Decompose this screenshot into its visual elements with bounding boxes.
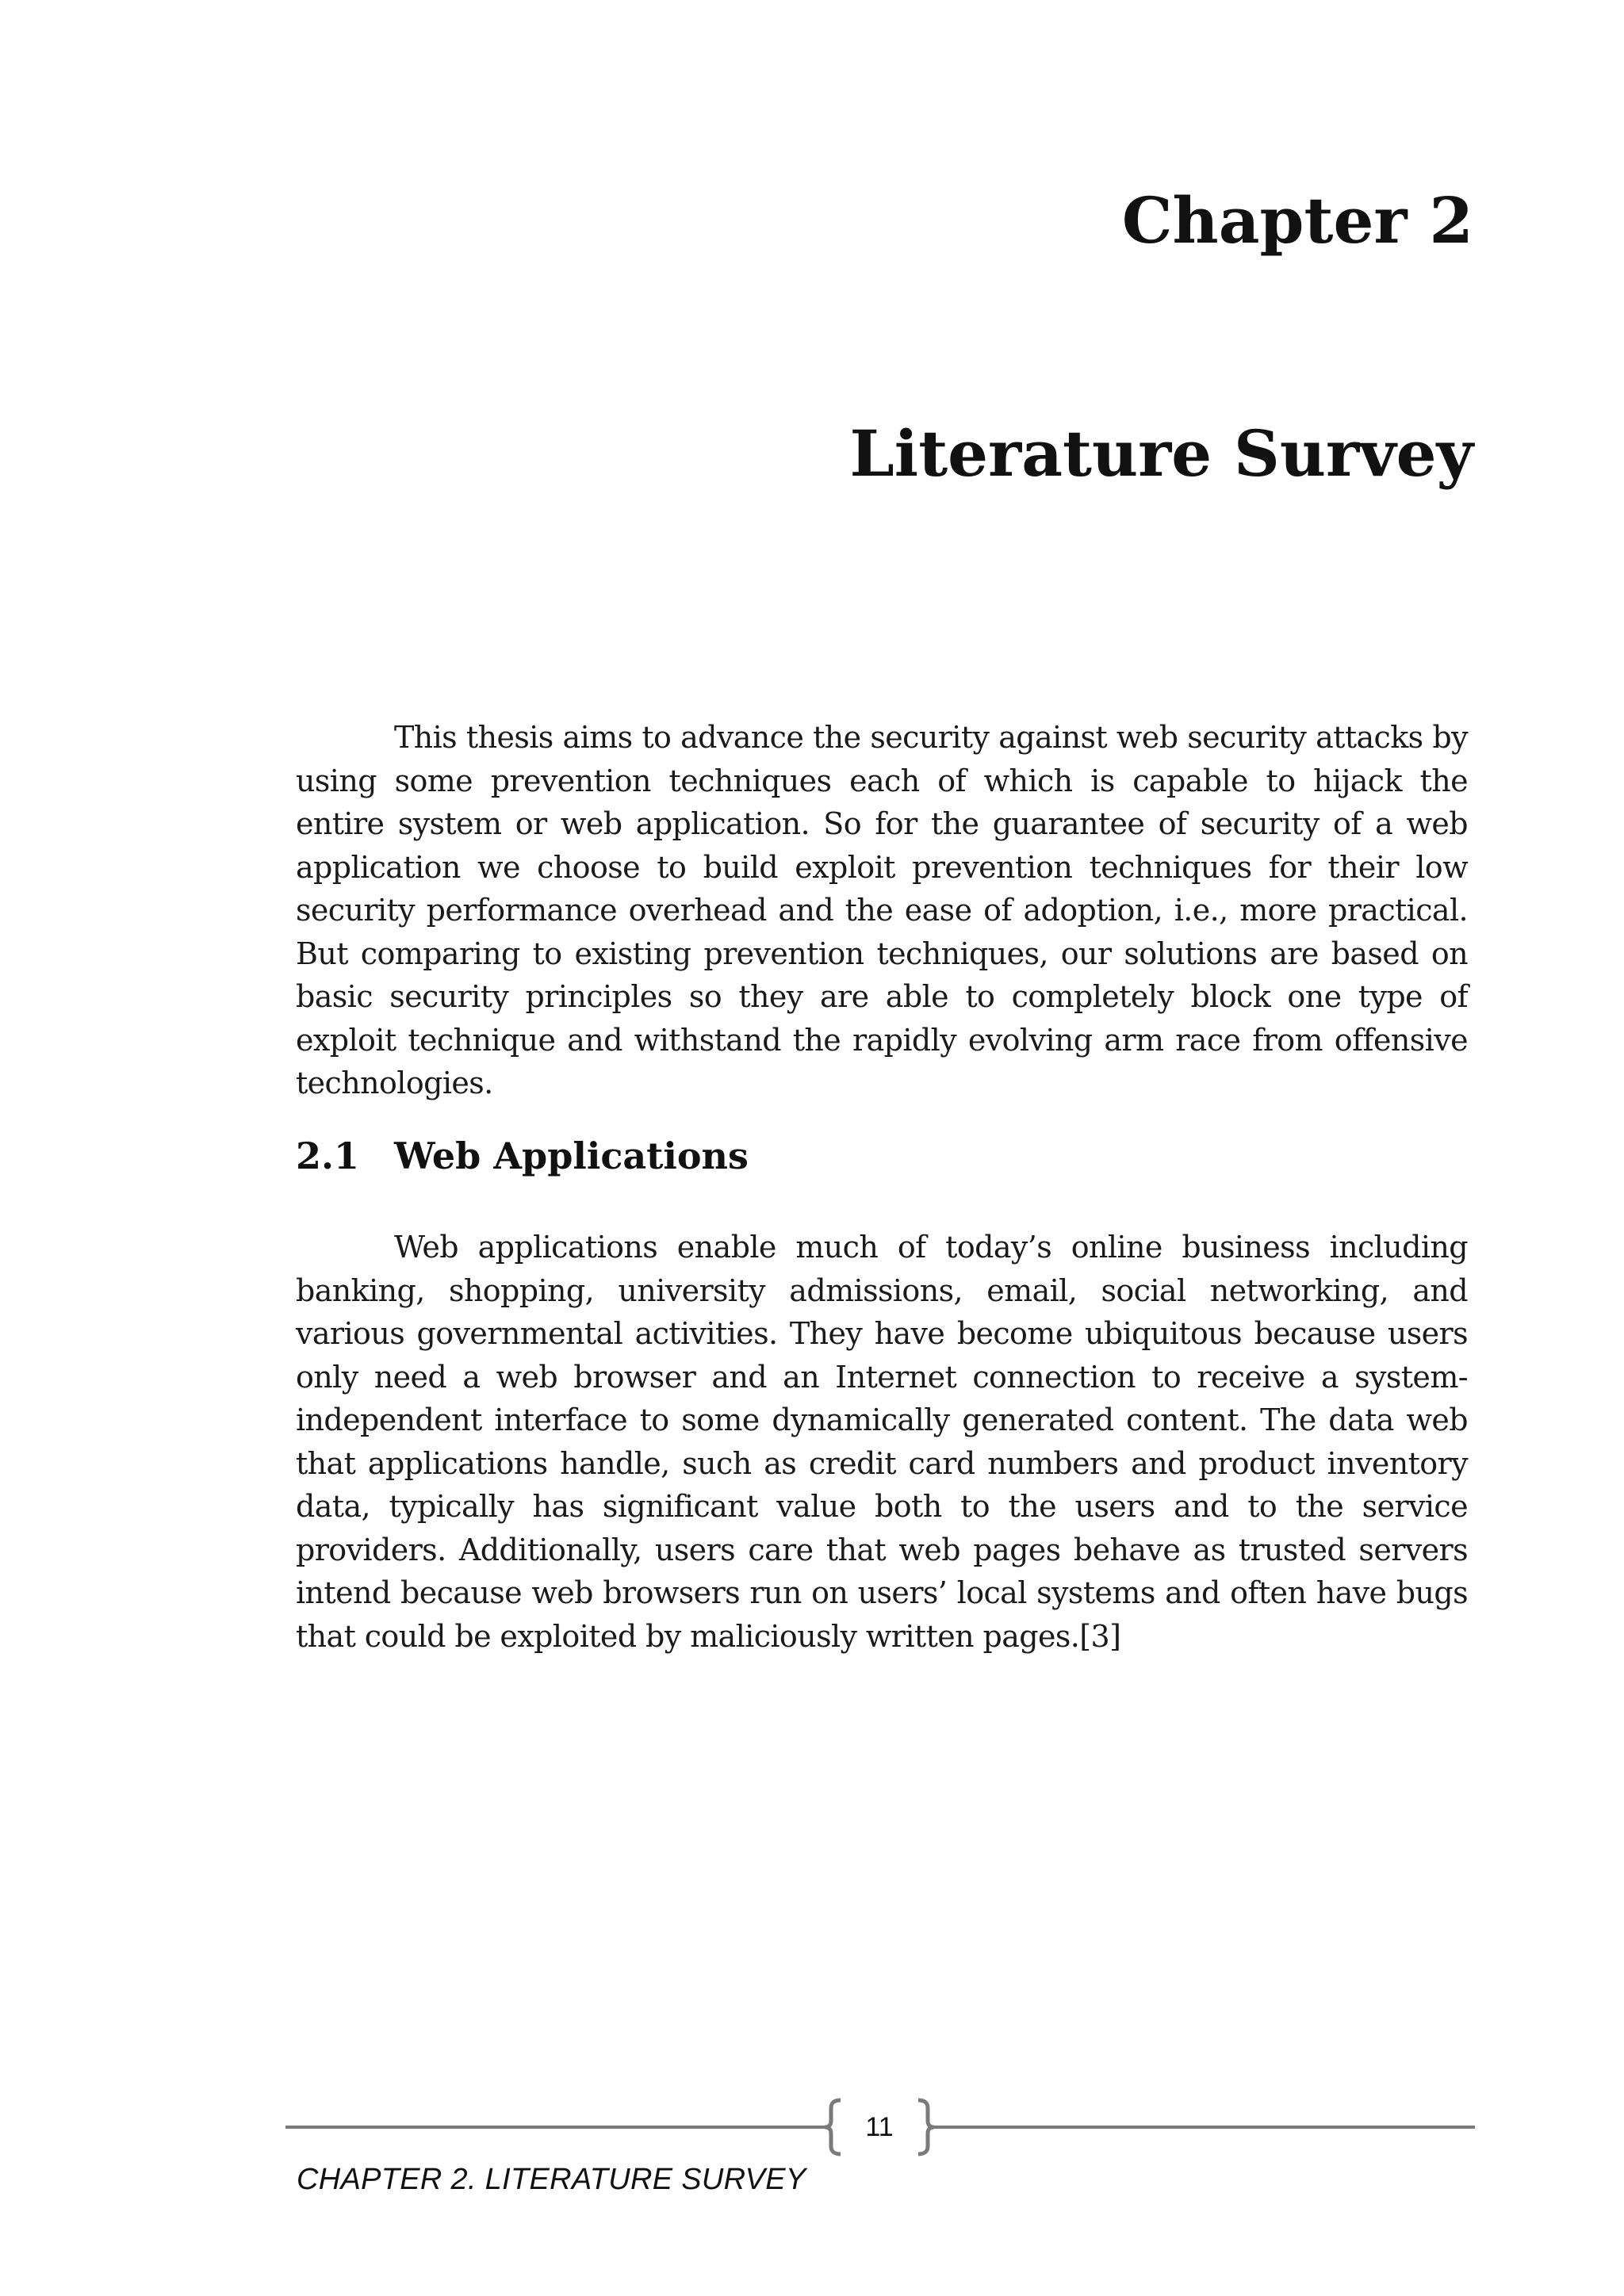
running-footer: CHAPTER 2. LITERATURE SURVEY xyxy=(297,2163,806,2196)
section-title: Web Applications xyxy=(394,1135,749,1177)
chapter-number: Chapter 2 xyxy=(1121,183,1473,258)
intro-paragraph: This thesis aims to advance the security against web security attacks by using some prevention techniques each of which is capable to hijack the entire system or web application. So for the guarantee of security of a web application we choose to build exploit prevention techniques for their low security performance overhead and the ease of adoption, i.e., more practical. But comparing to existing prevention techniques, our solutions are based on basic security principles so they are able to completely block one type of exploit technique and withstand the rapidly evolving arm race from offensive technologies. xyxy=(296,720,1468,1100)
section-heading xyxy=(296,1135,749,1177)
section-number: 2.1 xyxy=(296,1135,360,1177)
page-number-box xyxy=(825,2097,934,2157)
footer-rule-right xyxy=(934,2126,1475,2129)
footer-rule-left xyxy=(285,2126,825,2129)
chapter-title: Literature Survey xyxy=(849,416,1473,491)
section-paragraph: Web applications enable much of today’s online business including banking, shopping, university admissions, email, social networking, and various governmental activities. They have become ubiquitous because users only need a web browser and an Internet connection to receive a system-independent interface to some dynamically generated content. The data web that applications handle, such as credit card numbers and product inventory data, typically has significant value both to the users and to the service providers. Additionally, users care that web pages behave as trusted servers intend because web browsers run on users’ local systems and often have bugs that could be exploited by maliciously written pages.[3] xyxy=(296,1230,1468,1654)
page-number: 11 xyxy=(865,2111,894,2142)
